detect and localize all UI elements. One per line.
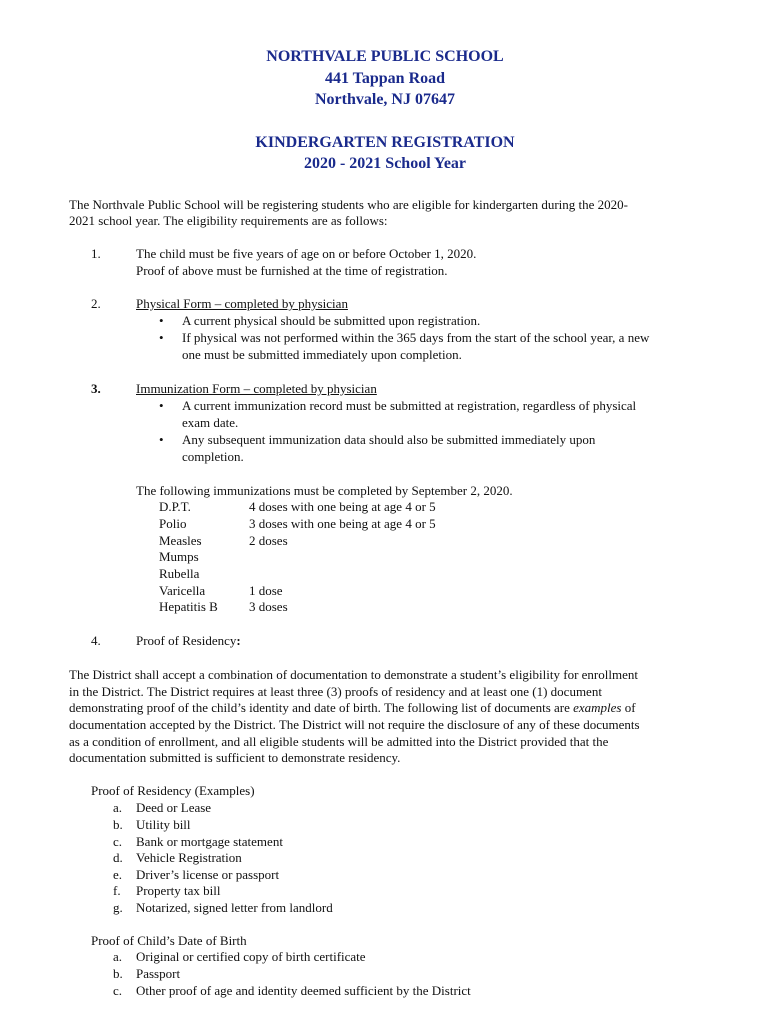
district-line-3-pre: demonstrating proof of the child’s identity and date of birth. The following list of documents are — [69, 700, 574, 715]
list-letter: f. — [113, 883, 121, 898]
residency-item: Deed or Lease — [136, 800, 212, 815]
bullet-icon: • — [159, 330, 164, 345]
birth-heading: Proof of Child’s Date of Birth — [91, 933, 247, 948]
intro-line-2: 2021 school year. The eligibility requirements are as follows: — [69, 213, 388, 228]
school-year: 2020 - 2021 School Year — [303, 155, 467, 172]
immunization-name: Measles — [159, 533, 202, 548]
req1-number: 1. — [91, 246, 101, 261]
immunization-name: Polio — [159, 516, 187, 531]
immunizations-intro: The following immunizations must be completed by September 2, 2020. — [136, 483, 513, 498]
birth-item: Passport — [136, 966, 181, 981]
district-line-3 — [69, 699, 714, 716]
residency-item: Notarized, signed letter from landlord — [136, 900, 333, 915]
req2-bullet-2-line-2: one must be submitted immediately upon completion. — [182, 347, 462, 362]
req3-bullet-1-line-1: A current immunization record must be submitted at registration, regardless of physical — [182, 398, 637, 413]
req3-number: 3. — [91, 381, 101, 396]
district-line-2: in the District. The District requires at least three (3) proofs of residency and at least one (1) document — [69, 684, 602, 699]
req2-heading: Physical Form – completed by physician — [136, 296, 348, 311]
req1-line-1: The child must be five years of age on or before October 1, 2020. — [136, 246, 477, 261]
district-line-3-post: of — [621, 700, 636, 715]
req2-bullet-1: A current physical should be submitted upon registration. — [182, 313, 481, 328]
list-letter: b. — [113, 817, 123, 832]
list-letter: e. — [113, 867, 123, 882]
residency-item: Utility bill — [136, 817, 191, 832]
residency-item: Bank or mortgage statement — [136, 834, 283, 849]
list-letter: c. — [113, 983, 123, 998]
examples-emphasis: examples — [573, 700, 622, 715]
immunization-dose: 3 doses with one being at age 4 or 5 — [249, 516, 436, 531]
list-letter: a. — [113, 800, 123, 815]
req3-heading: Immunization Form – completed by physician — [136, 381, 377, 396]
req1-line-2: Proof of above must be furnished at the time of registration. — [136, 263, 448, 278]
school-name: NORTHVALE PUBLIC SCHOOL — [266, 48, 504, 65]
req3-bullet-1-line-2: exam date. — [182, 415, 239, 430]
immunization-dose: 2 doses — [249, 533, 288, 548]
residency-heading: Proof of Residency (Examples) — [91, 783, 255, 798]
immunization-name: Mumps — [159, 549, 199, 564]
document-title: KINDERGARTEN REGISTRATION — [255, 134, 515, 151]
birth-item: Original or certified copy of birth certificate — [136, 949, 366, 964]
immunization-name: Rubella — [159, 566, 200, 581]
req2-number: 2. — [91, 296, 101, 311]
list-letter: b. — [113, 966, 123, 981]
list-letter: g. — [113, 900, 123, 915]
list-letter: d. — [113, 850, 123, 865]
immunization-dose: 3 doses — [249, 599, 288, 614]
residency-item: Driver’s license or passport — [136, 867, 280, 882]
bullet-icon: • — [159, 398, 164, 413]
req4-colon: : — [236, 633, 241, 648]
district-line-4: documentation accepted by the District. The District will not require the disclosure of any of these documents — [69, 717, 640, 732]
district-line-6: documentation submitted is sufficient to demonstrate residency. — [69, 750, 401, 765]
req3-bullet-2-line-2: completion. — [182, 449, 244, 464]
school-city: Northvale, NJ 07647 — [315, 91, 455, 108]
bullet-icon: • — [159, 432, 164, 447]
immunization-name: D.P.T. — [159, 499, 191, 514]
req4-heading: Proof of Residency — [136, 633, 237, 648]
list-letter: c. — [113, 834, 123, 849]
district-line-5: as a condition of enrollment, and all eligible students will be admitted into the District provided that the — [69, 734, 609, 749]
list-letter: a. — [113, 949, 123, 964]
req4-heading-wrap — [136, 632, 241, 649]
req2-bullet-2-line-1: If physical was not performed within the 365 days from the start of the school year, a new — [182, 330, 650, 345]
residency-item: Property tax bill — [136, 883, 221, 898]
req3-bullet-2-line-1: Any subsequent immunization data should also be submitted immediately upon — [182, 432, 596, 447]
intro-line-1: The Northvale Public School will be registering students who are eligible for kindergarten during the 2020- — [69, 197, 628, 212]
birth-item: Other proof of age and identity deemed sufficient by the District — [136, 983, 471, 998]
immunization-dose: 4 doses with one being at age 4 or 5 — [249, 499, 436, 514]
district-line-1: The District shall accept a combination of documentation to demonstrate a student’s eligibility for enrollment — [69, 667, 638, 682]
immunization-dose: 1 dose — [249, 583, 283, 598]
req4-number: 4. — [91, 633, 101, 648]
bullet-icon: • — [159, 313, 164, 328]
immunization-name: Varicella — [159, 583, 206, 598]
immunization-name: Hepatitis B — [159, 599, 218, 614]
residency-item: Vehicle Registration — [136, 850, 242, 865]
school-street: 441 Tappan Road — [324, 70, 446, 87]
